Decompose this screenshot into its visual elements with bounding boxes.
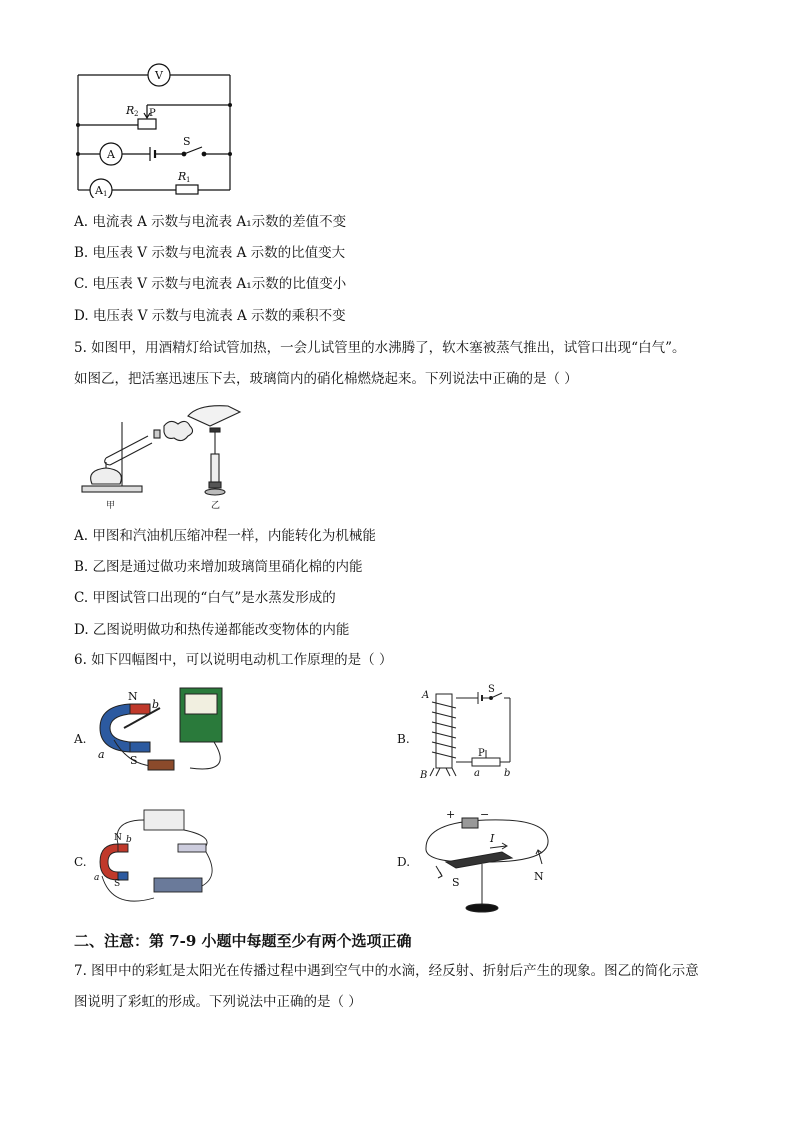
svg-text:S: S [114,879,121,889]
circuit-diagram [70,62,240,198]
svg-text:A: A [107,148,115,161]
section-2-title: 二、注意：第 7-9 小题中每题至少有两个选项正确 [74,932,412,950]
q5-option-a: A. 甲图和汽油机压缩冲程一样，内能转化为机械能 [74,528,376,544]
svg-text:R: R [126,104,135,117]
svg-text:1: 1 [103,190,108,198]
svg-text:a: a [94,873,100,883]
q5-option-d: D. 乙图说明做功和热传递都能改变物体的内能 [74,622,350,638]
q4-option-b: B. 电压表 V 示数与电流表 A 示数的比值变大 [74,245,346,261]
q6-stem: 6. 如下四幅图中，可以说明电动机工作原理的是（ ） [74,652,393,668]
svg-text:a: a [474,768,480,779]
q5-option-b: B. 乙图是通过做功来增加玻璃筒里硝化棉的内能 [74,559,363,575]
q6-figure-d-compass-wire [416,810,556,920]
svg-text:2: 2 [134,110,139,118]
svg-text:S: S [130,754,138,767]
svg-text:1: 1 [186,176,191,184]
svg-text:b: b [126,835,132,845]
svg-text:甲: 甲 [106,501,116,511]
q6-figure-a-magnet-and-meter [94,684,254,780]
svg-text:S: S [452,876,460,889]
resistor-r1 [176,185,198,194]
svg-text:P: P [478,748,485,759]
svg-text:N: N [128,690,138,703]
svg-text:S: S [488,684,495,695]
q4-option-c: C. 电压表 V 示数与电流表 A₁示数的比值变小 [74,276,347,292]
q6-figure-b-electromagnet [416,684,526,780]
svg-text:+: + [446,810,456,821]
svg-text:P: P [149,108,156,119]
svg-text:S: S [183,135,191,148]
q7-stem-line1: 7. 图甲中的彩虹是太阳光在传播过程中遇到空气中的水滴，经反射、折射后产生的现象。图乙的简化示意 [74,963,699,979]
q5-stem-line2: 如图乙，把活塞迅速压下去，玻璃筒内的硝化棉燃烧起来。下列说法中正确的是（ ） [74,371,578,387]
svg-text:b: b [504,768,511,779]
svg-text:A: A [95,184,103,197]
svg-text:V: V [155,69,163,82]
q4-option-d: D. 电压表 V 示数与电流表 A 示数的乘积不变 [74,308,346,324]
svg-text:N: N [534,870,544,883]
q5-figure-heating-and-piston [76,402,246,514]
q6-figure-c-magnet-circuit [92,806,222,910]
svg-text:N: N [114,833,122,843]
svg-text:R: R [178,170,187,183]
svg-text:B: B [420,770,428,780]
svg-text:A: A [422,690,430,701]
rheostat-r2 [138,119,156,129]
q6-option-c-label: C. [74,855,87,869]
svg-text:I: I [490,832,495,845]
q5-stem-line1: 5. 如图甲，用酒精灯给试管加热，一会儿试管里的水沸腾了，软木塞被蒸气推出，试管口出现“白气”。 [74,340,686,356]
q6-option-d-label: D. [397,855,411,869]
q6-option-b-label: B. [397,732,410,746]
q4-option-a: A. 电流表 A 示数与电流表 A₁示数的差值不变 [74,214,347,230]
q5-option-c: C. 甲图试管口出现的“白气”是水蒸发形成的 [74,590,336,606]
q7-stem-line2: 图说明了彩虹的形成。下列说法中正确的是（ ） [74,994,362,1010]
svg-text:乙: 乙 [211,501,221,511]
q6-option-a-label: A. [74,732,87,746]
svg-text:a: a [98,748,105,761]
svg-text:−: − [480,810,490,821]
svg-text:b: b [152,698,160,711]
